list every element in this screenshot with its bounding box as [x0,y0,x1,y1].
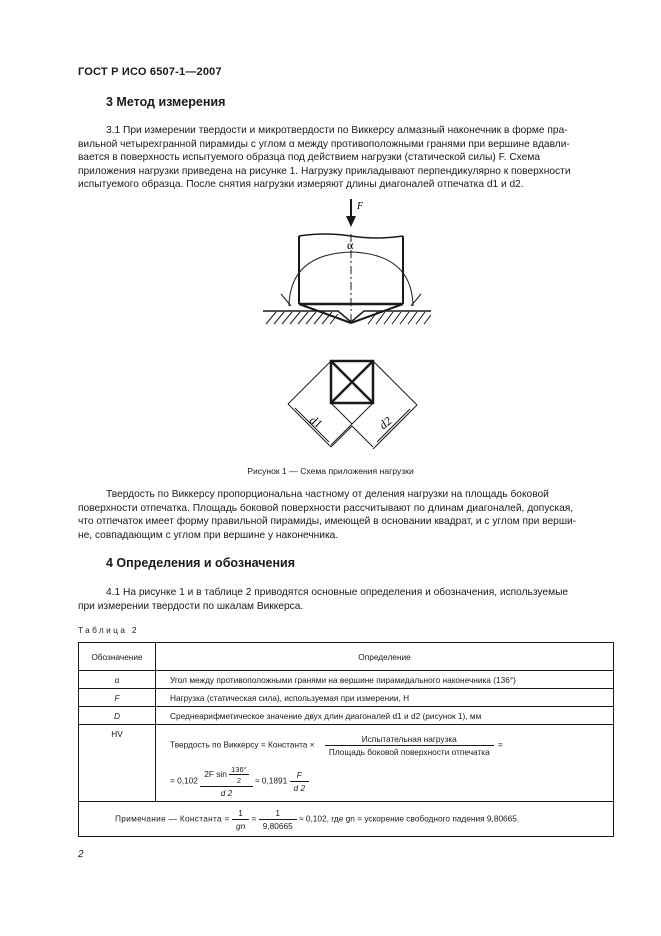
section-3-paragraph [78,124,614,192]
table-label: Таблица 2 [78,625,140,635]
text-line: приложения нагрузки приведена на рисунке 1. Нагрузку прикладывают перпендикулярно к поверхности [78,165,571,177]
hv-fraction-denominator: Площадь боковой поверхности отпечатка [328,747,490,757]
hv-angle-num: 136° [231,765,247,774]
hv-fraction-3-denominator: d 2 [293,783,306,793]
note-fraction-1-num: 1 [232,808,249,820]
note-fraction-2 [259,808,297,831]
text-line: 4.1 На рисунке 1 и в таблице 2 приводятся основные определения и обозначения, используемые [106,587,569,598]
page-number: 2 [78,849,84,860]
hv-line2-mid: ≈ 0,1891 [254,775,288,786]
force-label: F [357,201,364,212]
row-symbol: α [79,671,156,689]
table-row-hv [79,725,614,802]
text-line: вается в поверхность испытуемого образца под действием нагрузки (статической силы) F. Схема [78,152,540,164]
figure-load-diagram [250,196,440,458]
definitions-table [78,642,614,837]
text-line: вильной четырехгранной пирамиды с углом α между противоположными гранями при вершине вдавли- [78,138,570,150]
document-header: ГОСТ Р ИСО 6507-1—2007 [78,66,222,78]
table-header-row [79,643,614,671]
header-symbol: Обозначение [79,643,156,671]
hardness-paragraph [78,488,614,542]
hv-angle-den: 2 [236,776,241,785]
section-4-title: 4 Определения и обозначения [106,556,296,570]
table-row [79,707,614,725]
note-fraction-2-den: 9,80665 [262,820,293,831]
hv-angle-fraction [229,765,249,785]
header-definition: Определение [156,643,614,671]
table-row [79,671,614,689]
row-definition: Нагрузка (статическая сила), используемая при измерении, Н [156,689,614,707]
text-line: Твердость по Виккерсу пропорциональна частному от деления нагрузки на площадь боковой [106,489,549,500]
angle-label: α [347,238,354,252]
hv-fraction-3 [290,770,310,793]
hv-fraction-numerator: Испытательная нагрузка [325,734,494,746]
text-line: не, совпадающим с углом при вершине у наконечника. [78,529,339,541]
table-note-row [79,802,614,837]
hv-fraction-3-numerator: F [290,770,310,782]
row-definition: Угол между противоположными гранями на вершине пирамидального наконечника (136°) [156,671,614,689]
dimension-lines [288,361,417,449]
note-prefix: Примечание — Константа = [115,813,230,824]
d1-label: d1 [307,412,325,432]
hv-fraction [325,734,494,757]
note-suffix: ≈ 0,102, где gn = ускорение свободного падения 9,80665. [299,813,520,824]
text-line: при измерении твердости по шкалам Виккерса. [78,600,304,612]
note-fraction-1-den: gn [236,820,246,831]
row-symbol: D [79,707,156,725]
note-fraction-2-num: 1 [259,808,297,820]
hv-formula-cell [156,725,614,802]
hv-line2-prefix: = 0,102 [170,775,198,786]
text-line: испытуемого образца. После снятия нагрузки измеряют длины диагоналей отпечатка d1 и d2. [78,179,524,191]
text-line: 3.1 При измерении твердости и микротвердости по Виккерсу алмазный наконечник в форме пра- [106,125,568,136]
row-symbol: F [79,689,156,707]
d2-label: d2 [376,413,395,433]
row-definition: Среднеарифметическое значение двух длин диагоналей d1 и d2 (рисунок 1), мм [156,707,614,725]
note-fraction-1 [232,808,249,831]
hv-fraction-2-numerator [200,765,252,787]
force-arrow-head [346,216,356,227]
hv-fraction-2 [200,765,252,798]
hv-line1-suffix: = [498,739,503,750]
figure-caption: Рисунок 1 — Схема приложения нагрузки [247,466,414,476]
table-row [79,689,614,707]
table-note [79,802,614,837]
section-3-title: 3 Метод измерения [106,95,226,109]
hv-line1-prefix: Твердость по Виккерсу = Константа × [170,739,315,750]
hv-formula-line-1 [170,734,613,757]
hv-fraction-2-denominator: d 2 [220,788,233,798]
note-eq: = [251,813,257,824]
text-line: поверхности отпечатка. Площадь боковой поверхности рассчитывают по длинам диагоналей, допуская, [78,502,574,514]
hv-formula-line-2 [170,765,613,798]
hv-f2-num-text: 2F sin [204,769,227,780]
text-line: что отпечаток имеет форму правильной пирамиды, имеющей в основании квадрат, и с углом при верши- [78,516,577,528]
section-4-paragraph [78,586,614,613]
row-symbol: HV [79,725,156,802]
